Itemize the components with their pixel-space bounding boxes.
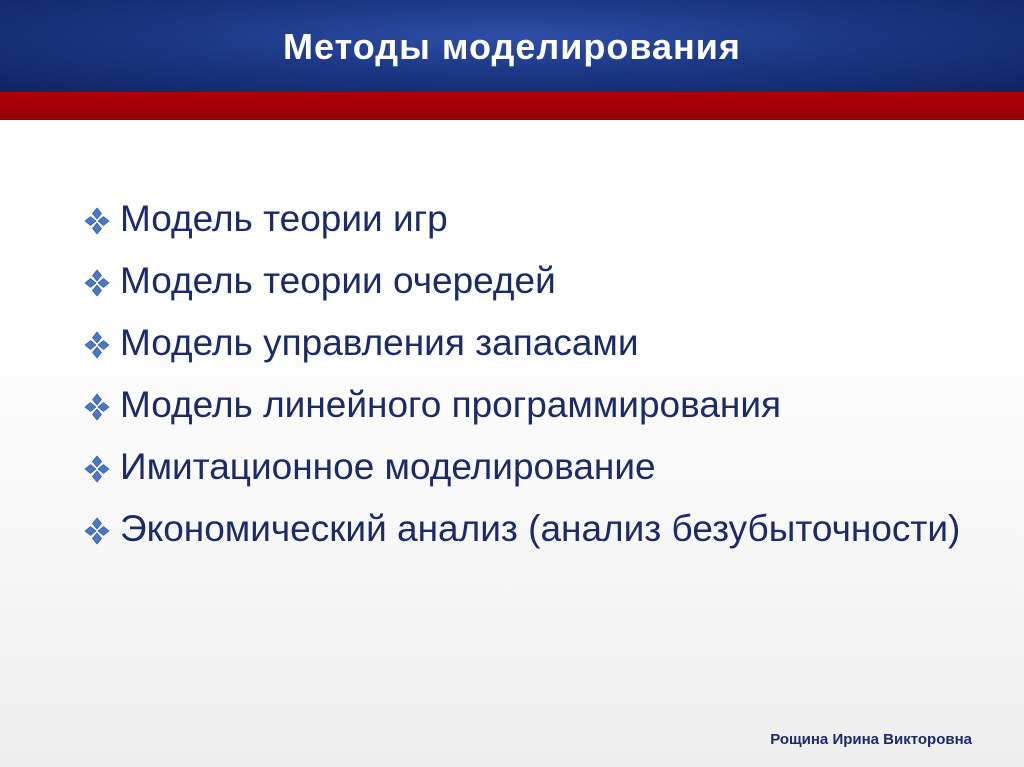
list-item-label: Модель теории очередей — [120, 260, 556, 301]
list-item-label: Модель теории игр — [120, 198, 448, 239]
list-item-label: Имитационное моделирование — [120, 446, 656, 487]
list-item — [82, 382, 962, 428]
accent-stripe — [0, 92, 1024, 120]
list-item — [82, 444, 962, 490]
list-item — [82, 258, 962, 304]
slide-title: Методы моделирования — [283, 26, 741, 67]
diamond-bullet-icon — [82, 454, 112, 484]
list-item-label: Экономический анализ (анализ безубыточности) — [120, 508, 961, 549]
list-item-label: Модель линейного программирования — [120, 384, 782, 425]
diamond-bullet-icon — [82, 392, 112, 422]
list-item — [82, 320, 962, 366]
diamond-bullet-icon — [82, 206, 112, 236]
bullet-list — [82, 196, 962, 568]
author-footer: Рощина Ирина Викторовна — [770, 731, 972, 748]
list-item — [82, 506, 962, 552]
diamond-bullet-icon — [82, 330, 112, 360]
list-item — [82, 196, 962, 242]
diamond-bullet-icon — [82, 268, 112, 298]
list-item-label: Модель управления запасами — [120, 322, 639, 363]
diamond-bullet-icon — [82, 516, 112, 546]
title-bar — [0, 0, 1024, 92]
